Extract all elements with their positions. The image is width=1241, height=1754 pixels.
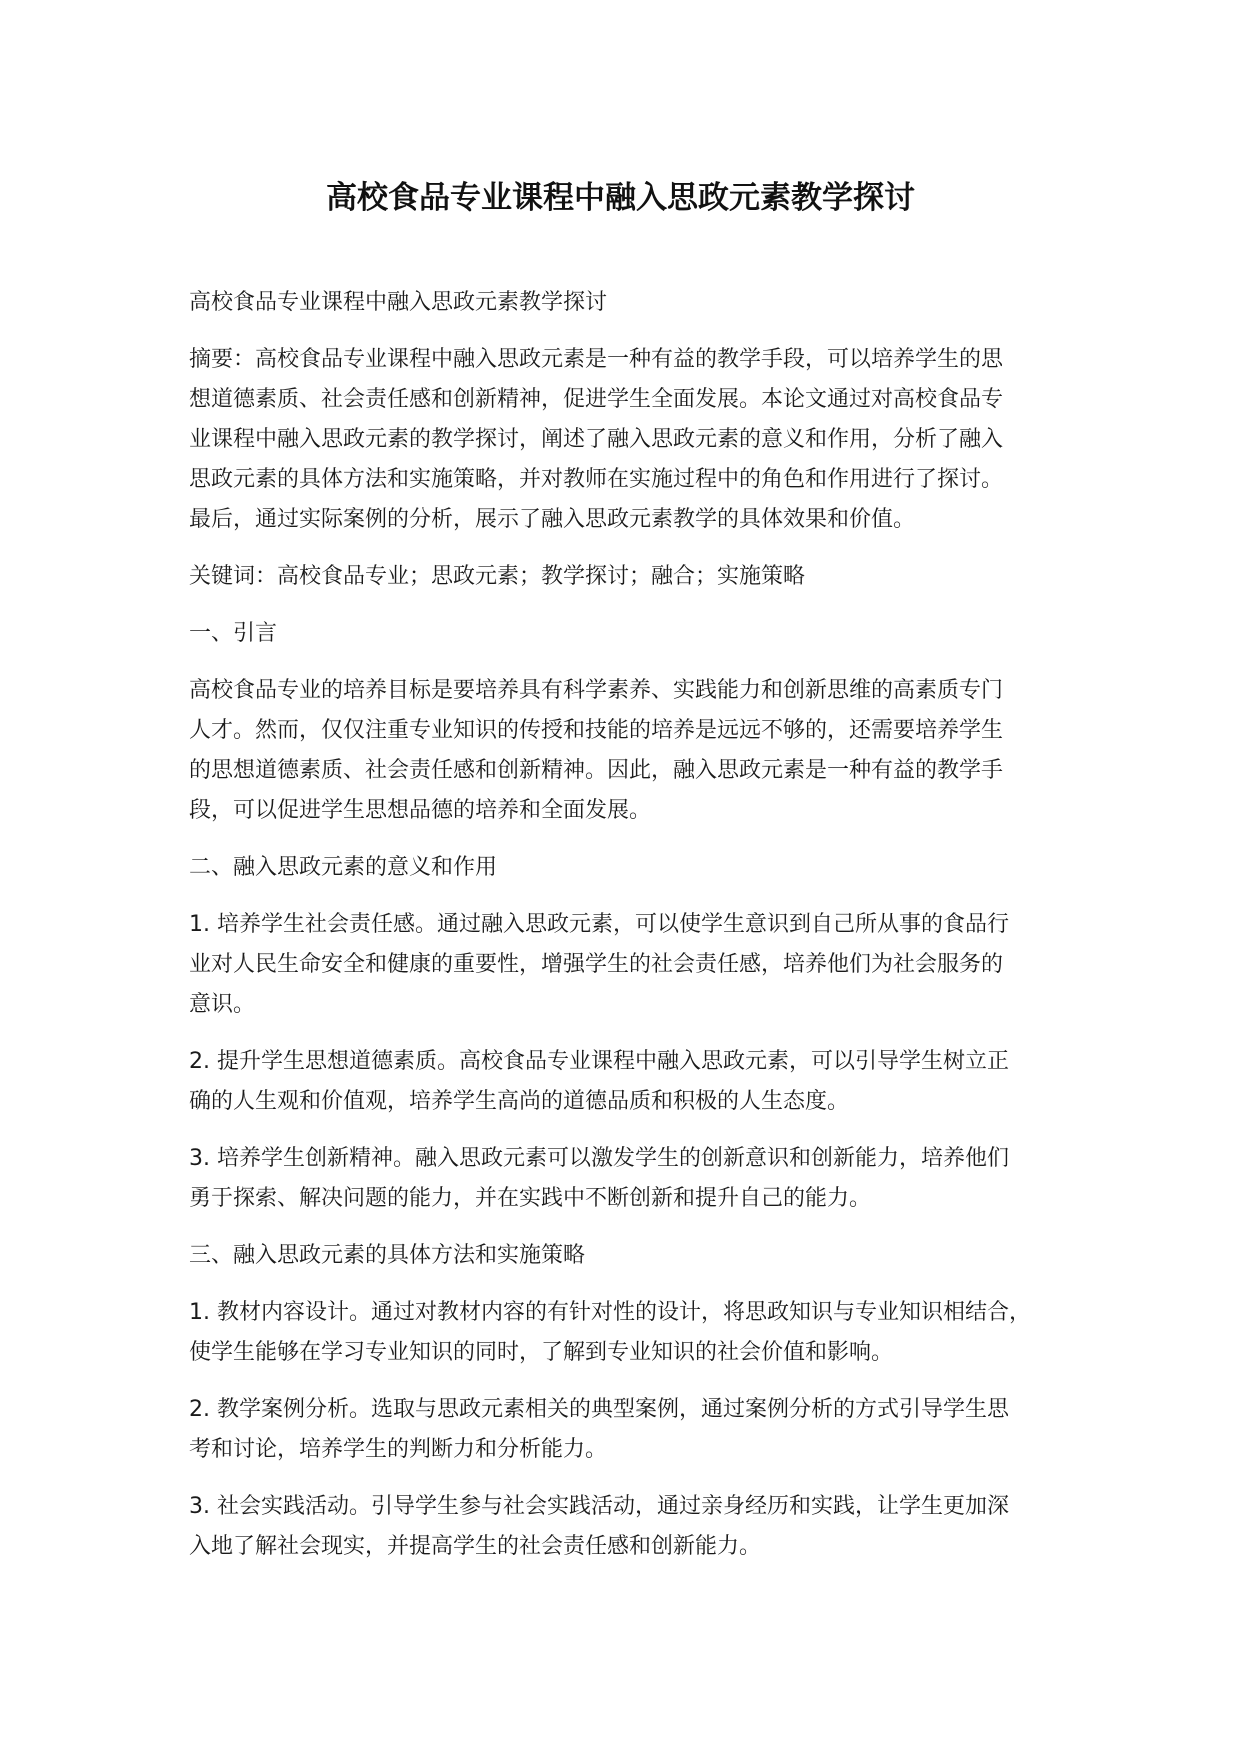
text-line: 三、融入思政元素的具体方法和实施策略 [189,1243,586,1268]
text-line: 段，可以促进学生思想品德的培养和全面发展。 [189,798,652,823]
document-body [189,283,1079,1584]
text-line: 业课程中融入思政元素的教学探讨，阐述了融入思政元素的意义和作用，分析了融入 [189,427,1004,452]
text-line: 勇于探索、解决问题的能力，并在实践中不断创新和提升自己的能力。 [189,1186,872,1211]
text-line: 入地了解社会现实，并提高学生的社会责任感和创新能力。 [189,1534,762,1559]
text-line: 高校食品专业课程中融入思政元素教学探讨 [189,290,608,315]
paragraph [189,340,1079,540]
paragraph [189,1042,1079,1122]
text-line: 二、融入思政元素的意义和作用 [189,855,498,880]
paragraph [189,614,1079,654]
document-title: 高校食品专业课程中融入思政元素教学探讨 [326,180,915,216]
paragraph [189,848,1079,888]
text-line: 考和讨论，培养学生的判断力和分析能力。 [189,1437,608,1462]
text-line: 使学生能够在学习专业知识的同时，了解到专业知识的社会价值和影响。 [189,1340,894,1365]
paragraph [189,1139,1079,1219]
paragraph [189,905,1079,1025]
paragraph [189,557,1079,597]
text-line: 关键词：高校食品专业；思政元素；教学探讨；融合；实施策略 [189,564,806,589]
paragraph [189,671,1079,831]
text-line: 1. 培养学生社会责任感。通过融入思政元素，可以使学生意识到自己所从事的食品行 [189,912,1009,937]
text-line: 1. 教材内容设计。通过对教材内容的有针对性的设计，将思政知识与专业知识相结合， [189,1300,1031,1325]
text-line: 想道德素质、社会责任感和创新精神，促进学生全面发展。本论文通过对高校食品专 [189,387,1004,412]
text-line: 确的人生观和价值观，培养学生高尚的道德品质和积极的人生态度。 [189,1089,850,1114]
text-line: 一、引言 [189,621,278,646]
text-line: 人才。然而，仅仅注重专业知识的传授和技能的培养是远远不够的，还需要培养学生 [189,718,1004,743]
paragraph [189,1293,1079,1373]
text-line: 高校食品专业的培养目标是要培养具有科学素养、实践能力和创新思维的高素质专门 [189,678,1004,703]
text-line: 2. 教学案例分析。选取与思政元素相关的典型案例，通过案例分析的方式引导学生思 [189,1397,1009,1422]
paragraph [189,1487,1079,1567]
paragraph [189,1390,1079,1470]
text-line: 业对人民生命安全和健康的重要性，增强学生的社会责任感，培养他们为社会服务的 [189,952,1004,977]
text-line: 的思想道德素质、社会责任感和创新精神。因此，融入思政元素是一种有益的教学手 [189,758,1004,783]
text-line: 摘要：高校食品专业课程中融入思政元素是一种有益的教学手段，可以培养学生的思 [189,347,1004,372]
text-line: 3. 社会实践活动。引导学生参与社会实践活动，通过亲身经历和实践，让学生更加深 [189,1494,1009,1519]
text-line: 2. 提升学生思想道德素质。高校食品专业课程中融入思政元素，可以引导学生树立正 [189,1049,1009,1074]
text-line: 最后，通过实际案例的分析，展示了融入思政元素教学的具体效果和价值。 [189,507,916,532]
text-line: 思政元素的具体方法和实施策略，并对教师在实施过程中的角色和作用进行了探讨。 [189,467,1004,492]
paragraph [189,283,1079,323]
paragraph [189,1236,1079,1276]
text-line: 3. 培养学生创新精神。融入思政元素可以激发学生的创新意识和创新能力，培养他们 [189,1146,1009,1171]
text-line: 意识。 [189,992,256,1017]
